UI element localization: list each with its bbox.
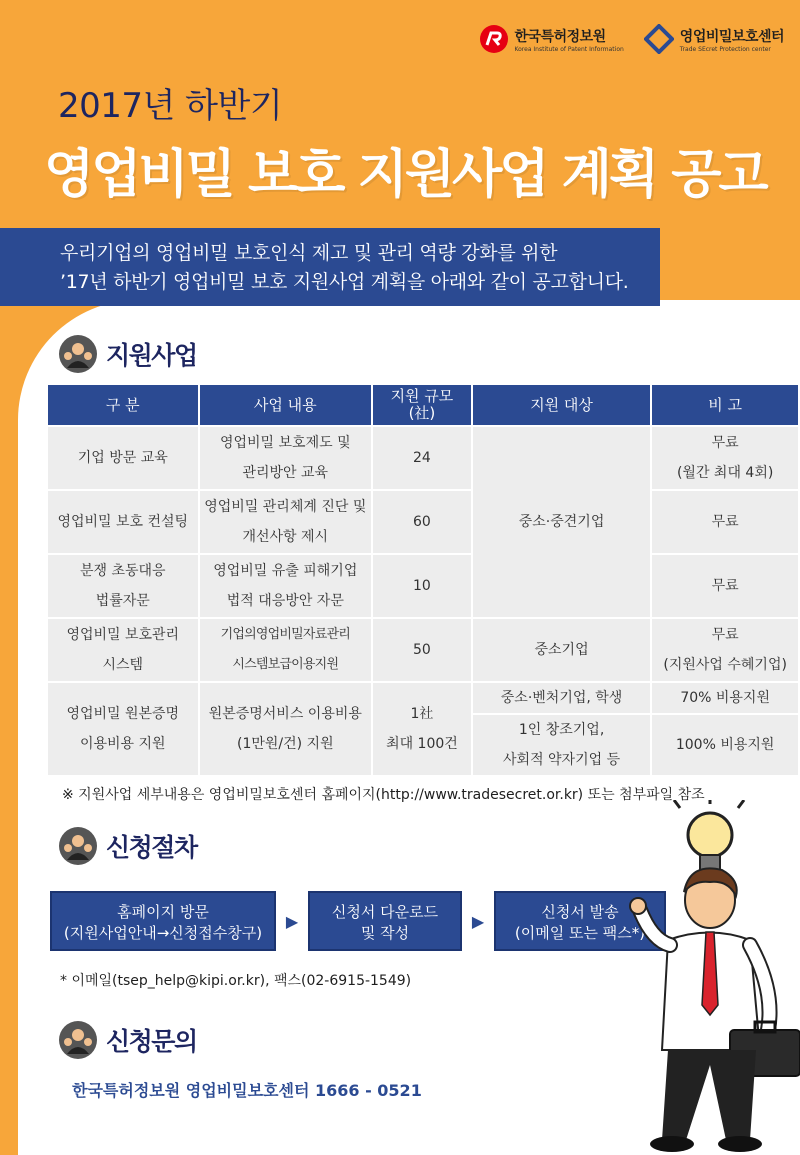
people-icon (58, 334, 98, 374)
cell-category: 영업비밀 보호 컨설팅 (47, 490, 199, 554)
section-inquiry-heading (58, 1020, 197, 1060)
section-support-heading (58, 334, 197, 374)
section-inquiry-label: 신청문의 (106, 1027, 197, 1056)
kipi-logo-icon (479, 24, 509, 54)
header-target (472, 384, 651, 426)
cell-target: 1인 창조기업, 사회적 약자기업 등 (472, 714, 651, 776)
poster-title: 영업비밀 보호 지원사업 계획 공고 (44, 145, 766, 205)
header-category (47, 384, 199, 426)
cell-content: 원본증명서비스 이용비용 (1만원/건) 지원 (199, 682, 373, 776)
people-icon (58, 826, 98, 866)
cell-category: 영업비밀 원본증명 이용비용 지원 (47, 682, 199, 776)
cell-note: 70% 비용지원 (651, 682, 799, 714)
header-category-text: 구 분 (105, 395, 140, 414)
table-footnote: ※ 지원사업 세부내용은 영업비밀보호센터 홈페이지(http://www.tradesecret.or.kr) 또는 첨부파일 참조 (62, 787, 705, 803)
table-row (47, 426, 799, 490)
table-row (47, 618, 799, 682)
cell-scale: 10 (372, 554, 472, 618)
step-visit-homepage: 홈페이지 방문 (지원사업안내→신청접수창구) (50, 891, 276, 951)
header-note (651, 384, 799, 426)
cell-target-merged: 중소·중견기업 (472, 426, 651, 618)
kipi-logo-sub: Korea Institute of Patent Information (514, 45, 624, 53)
cell-category: 기업 방문 교육 (47, 426, 199, 490)
arrow-right-icon: ▶ (471, 911, 485, 931)
cell-note: 100% 비용지원 (651, 714, 799, 776)
step-send-form: 신청서 발송 (이메일 또는 팩스*) (494, 891, 666, 951)
cell-note: 무료 (월간 최대 4회) (651, 426, 799, 490)
businessman-lightbulb-illustration (610, 800, 800, 1155)
lightbulb-icon (674, 800, 744, 871)
cell-scale: 60 (372, 490, 472, 554)
procedure-flow (50, 891, 666, 951)
tsep-logo-name: 영업비밀보호센터 (679, 28, 784, 45)
section-procedure-heading (58, 826, 197, 866)
intro-banner (0, 228, 660, 306)
header-scale (372, 384, 472, 426)
cell-content: 영업비밀 유출 피해기업 법적 대응방안 자문 (199, 554, 373, 618)
cell-scale: 1社 최대 100건 (372, 682, 472, 776)
cell-content: 기업의영업비밀자료관리 시스템보급이용지원 (199, 618, 373, 682)
support-table (46, 383, 800, 777)
header-scale-text: 지원 규모 (社) (390, 387, 454, 422)
logo-bar (479, 24, 785, 54)
cell-category: 영업비밀 보호관리 시스템 (47, 618, 199, 682)
tsep-logo (644, 24, 784, 54)
cell-note: 무료 (651, 554, 799, 618)
tsep-logo-icon (644, 24, 674, 54)
arrow-right-icon: ▶ (285, 911, 299, 931)
cell-note: 무료 (651, 490, 799, 554)
intro-line-1: 우리기업의 영업비밀 보호인식 제고 및 관리 역량 강화를 위한 (60, 242, 558, 264)
cell-scale: 50 (372, 618, 472, 682)
people-icon (58, 1020, 98, 1060)
table-row (47, 554, 799, 618)
cell-note: 무료 (지원사업 수혜기업) (651, 618, 799, 682)
table-row (47, 682, 799, 714)
contact-info: 한국특허정보원 영업비밀보호센터 1666 - 0521 (72, 1081, 422, 1100)
cell-content: 영업비밀 관리체계 진단 및 개선사항 제시 (199, 490, 373, 554)
header-content (199, 384, 373, 426)
cell-target: 중소기업 (472, 618, 651, 682)
cell-category: 분쟁 초동대응 법률자문 (47, 554, 199, 618)
cell-target: 중소·벤처기업, 학생 (472, 682, 651, 714)
kipi-logo-name: 한국특허정보원 (514, 28, 606, 45)
tsep-logo-sub: Trade SEcret Protection center (679, 45, 771, 53)
cell-content: 영업비밀 보호제도 및 관리방안 교육 (199, 426, 373, 490)
header-content-text: 사업 내용 (253, 395, 317, 414)
cell-scale: 24 (372, 426, 472, 490)
table-row (47, 490, 799, 554)
table-header-row (47, 384, 799, 426)
section-support-label: 지원사업 (106, 341, 197, 370)
header-note-text: 비 고 (708, 395, 743, 414)
email-fax-note: * 이메일(tsep_help@kipi.or.kr), 팩스(02-6915-1549) (60, 973, 412, 989)
kipi-logo (479, 24, 624, 54)
header-target-text: 지원 대상 (530, 395, 593, 414)
intro-line-2: ’17년 하반기 영업비밀 보호 지원사업 계획을 아래와 같이 공고합니다. (60, 271, 629, 293)
poster-subtitle: 2017년 하반기 (58, 86, 283, 126)
step-download-form: 신청서 다운로드 및 작성 (308, 891, 462, 951)
section-procedure-label: 신청절차 (106, 833, 197, 862)
